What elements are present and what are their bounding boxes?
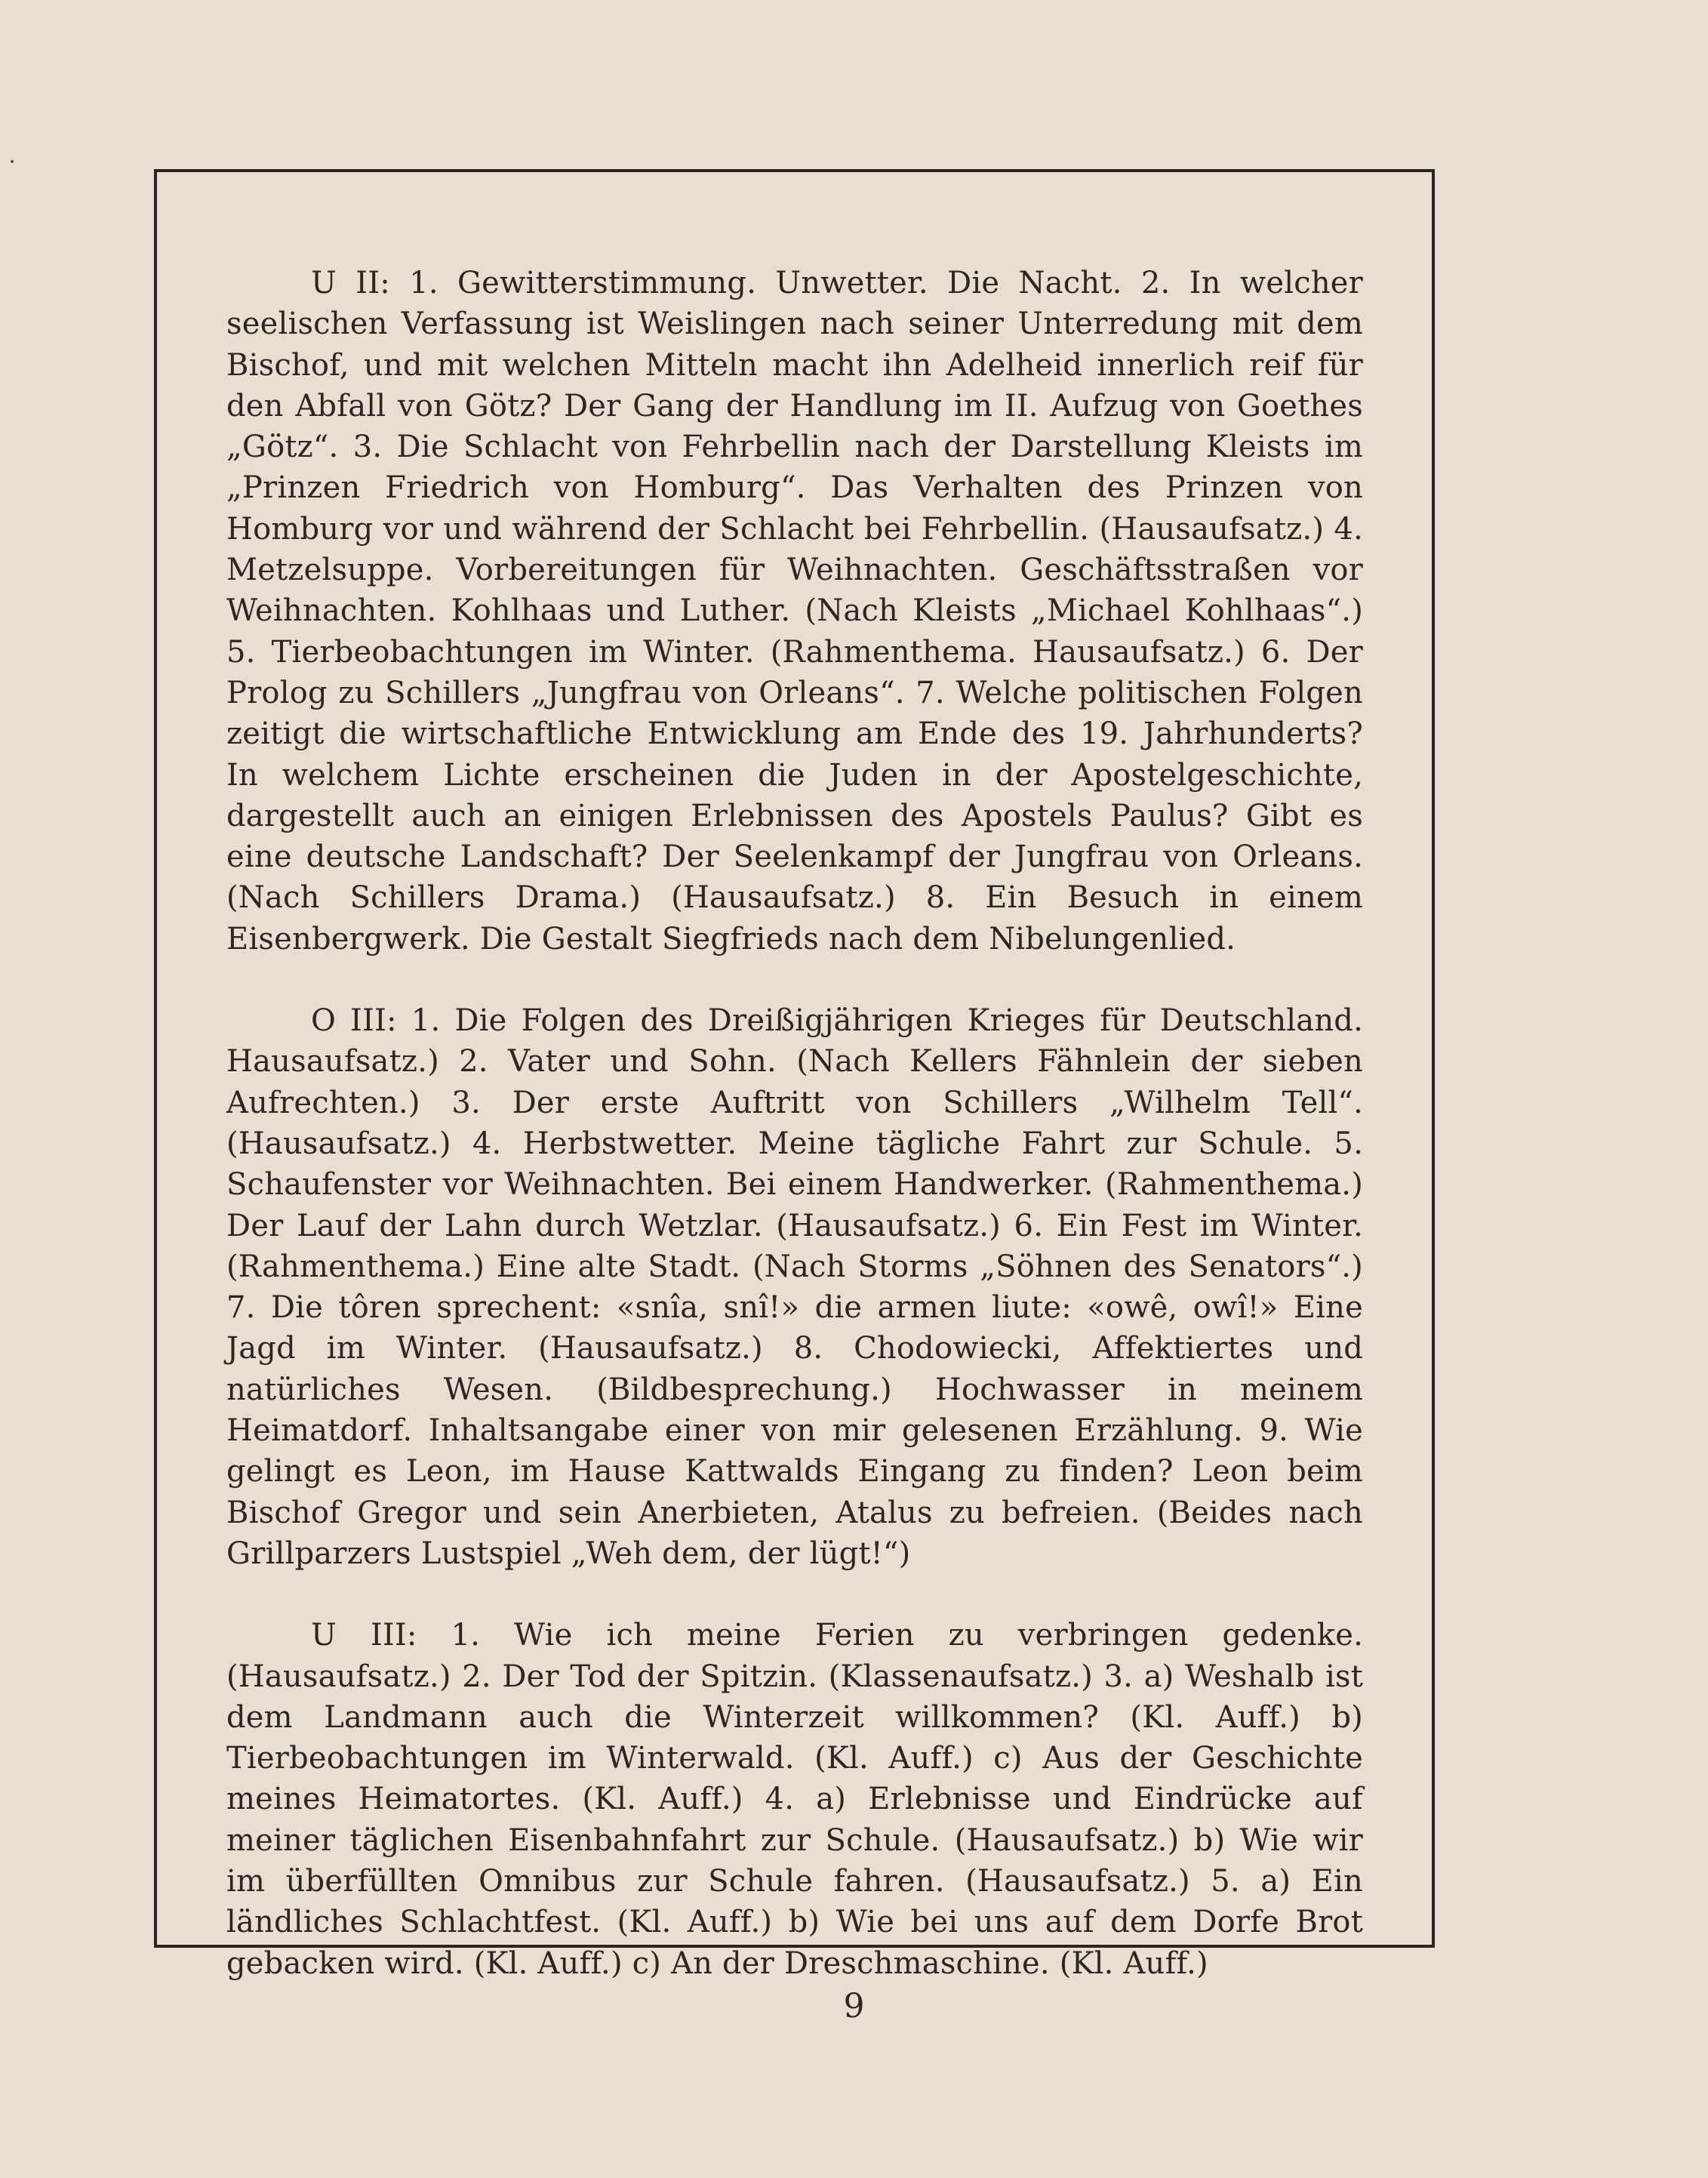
section-label-o-iii: O III: [311,1003,397,1039]
essay-topics-block [226,263,1363,1984]
section-o-iii [226,1000,1363,1574]
page-number: 9 [843,1987,865,2026]
section-text-u-ii: 1. Gewitterstimmung. Unwetter. Die Nacht. 2. In welcher seelischen Verfassung ist Weislingen nach seiner Unterredung mit dem Bischof, und mit welchen Mitteln macht ihn Adelheid innerlich reif für den Abfall von Götz? Der Gang der Handlung im II. Aufzug von Goethes „Götz“. 3. Die Schlacht von Fehrbellin nach der Darstellung Kleists im „Prinzen Friedrich von Homburg“. Das Verhalten des Prinzen von Homburg vor und während der Schlacht bei Fehrbellin. (Hausaufsatz.) 4. Metzelsuppe. Vorbereitungen für Weihnachten. Geschäftsstraßen vor Weihnachten. Kohlhaas und Luther. (Nach Kleists „Michael Kohlhaas“.) 5. Tierbeobachtungen im Winter. (Rahmenthema. Hausaufsatz.) 6. Der Prolog zu Schillers „Jungfrau von Orleans“. 7. Welche politischen Folgen zeitigt die wirtschaftliche Entwicklung am Ende des 19. Jahrhunderts? In welchem Lichte erscheinen die Juden in der Apostelgeschichte, dargestellt auch an einigen Erlebnissen des Apostels Paulus? Gibt es eine deutsche Landschaft? Der Seelenkampf der Jungfrau von Orleans. (Nach Schillers Drama.) (Hausaufsatz.) 8. Ein Besuch in einem Eisenbergwerk. Die Gestalt Siegfrieds nach dem Nibelungenlied. [226,266,1363,957]
section-text-u-iii: 1. Wie ich meine Ferien zu verbringen gedenke. (Hausaufsatz.) 2. Der Tod der Spitzin. (Klassenaufsatz.) 3. a) Weshalb ist dem Landmann auch die Winterzeit willkommen? (Kl. Auff.) b) Tierbeobachtungen im Winterwald. (Kl. Auff.) c) Aus der Geschichte meines Heimatortes. (Kl. Auff.) 4. a) Erlebnisse und Eindrücke auf meiner täglichen Eisenbahnfahrt zur Schule. (Hausaufsatz.) b) Wie wir im überfüllten Omnibus zur Schule fahren. (Hausaufsatz.) 5. a) Ein ländliches Schlachtfest. (Kl. Auff.) b) Wie bei uns auf dem Dorfe Brot gebacken wird. (Kl. Auff.) c) An der Dreschmaschine. (Kl. Auff.) [226,1618,1363,1981]
section-u-ii [226,263,1363,960]
section-u-iii [226,1615,1363,1984]
section-label-u-iii: U III: [311,1618,417,1653]
paper-speck [11,160,14,163]
section-label-u-ii: U II: [311,266,390,300]
section-text-o-iii: 1. Die Folgen des Dreißigjährigen Krieges für Deutschland. Hausaufsatz.) 2. Vater und Sohn. (Nach Kellers Fähnlein der sieben Aufrechten.) 3. Der erste Auftritt von Schillers „Wilhelm Tell“. (Hausaufsatz.) 4. Herbstwetter. Meine tägliche Fahrt zur Schule. 5. Schaufenster vor Weihnachten. Bei einem Handwerker. (Rahmenthema.) Der Lauf der Lahn durch Wetzlar. (Hausaufsatz.) 6. Ein Fest im Winter. (Rahmenthema.) Eine alte Stadt. (Nach Storms „Söhnen des Senators“.) 7. Die tôren sprechent: «snîa, snî!» die armen liute: «owê, owî!» Eine Jagd im Winter. (Hausaufsatz.) 8. Chodowiecki, Affektiertes und natürliches Wesen. (Bildbesprechung.) Hochwasser in meinem Heimatdorf. Inhaltsangabe einer von mir gelesenen Erzählung. 9. Wie gelingt es Leon, im Hause Kattwalds Eingang zu finden? Leon beim Bischof Gregor und sein Anerbieten, Atalus zu befreien. (Beides nach Grillparzers Lustspiel „Weh dem, der lügt!“) [226,1003,1364,1571]
